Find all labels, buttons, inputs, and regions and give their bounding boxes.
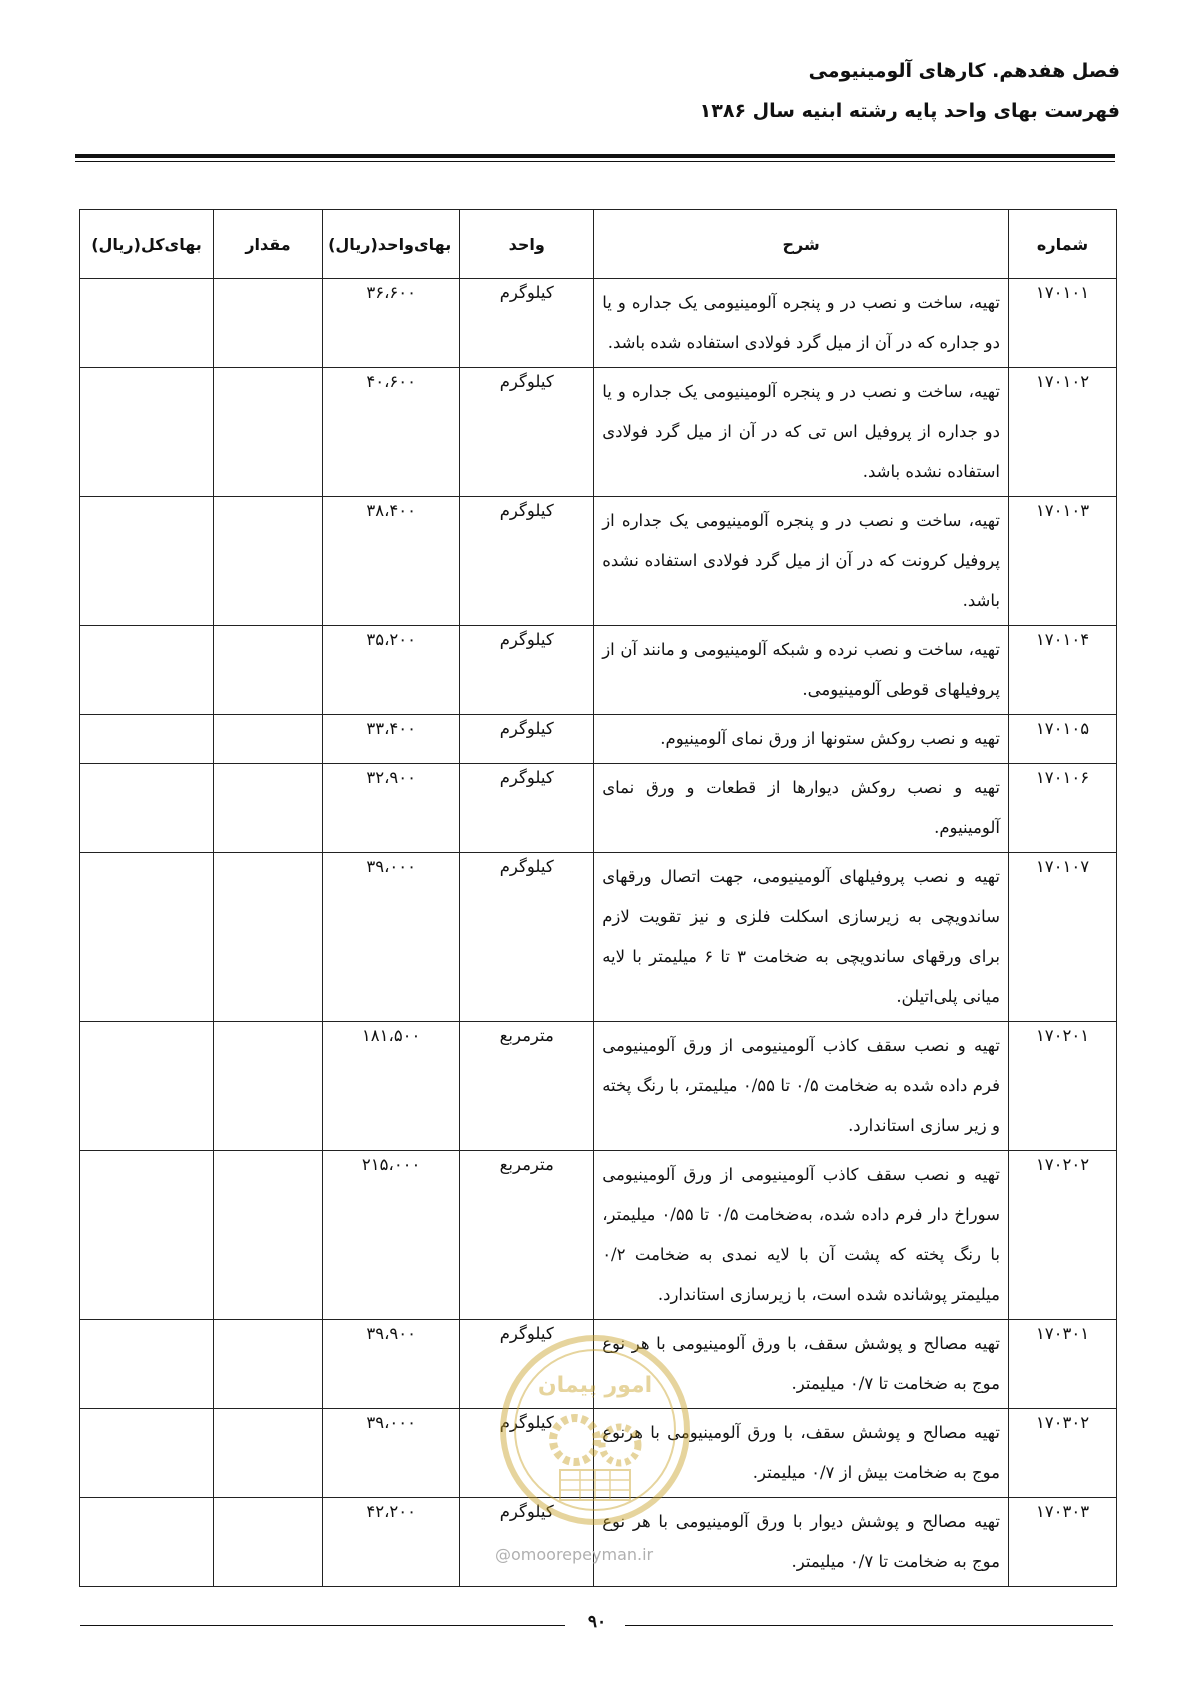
item-total	[80, 853, 214, 1022]
item-unit: کیلوگرم	[460, 1409, 594, 1498]
item-number: ۱۷۰۱۰۴	[1008, 626, 1116, 715]
table-row	[80, 497, 1117, 626]
item-quantity	[213, 1409, 322, 1498]
col-header-number: شماره	[1008, 210, 1116, 279]
item-total	[80, 715, 214, 764]
item-unit: کیلوگرم	[460, 497, 594, 626]
item-unit-price: ۳۲،۹۰۰	[323, 764, 460, 853]
item-description: تهیه و نصب روکش ستونها از ورق نمای آلومینیوم.	[594, 715, 1009, 764]
item-unit-price: ۴۲،۲۰۰	[323, 1498, 460, 1587]
item-unit-price: ۳۵،۲۰۰	[323, 626, 460, 715]
item-unit: کیلوگرم	[460, 626, 594, 715]
item-description: تهیه و نصب روکش دیوارها از قطعات و ورق نمای آلومینیوم.	[594, 764, 1009, 853]
table-row	[80, 1151, 1117, 1320]
item-number: ۱۷۰۲۰۲	[1008, 1151, 1116, 1320]
item-quantity	[213, 715, 322, 764]
watermark-url: @omoorepeyman.ir	[495, 1545, 654, 1564]
price-list-table	[79, 209, 1117, 1587]
item-unit-price: ۳۹،۰۰۰	[323, 853, 460, 1022]
item-description: تهیه، ساخت و نصب در و پنجره آلومینیومی یک جداره از پروفیل کرونت که در آن از میل گرد فولادی استفاده نشده باشد.	[594, 497, 1009, 626]
item-description: تهیه و نصب سقف کاذب آلومینیومی از ورق آلومینیومی فرم داده شده به ضخامت ۰/۵ تا ۰/۵۵ میلیمتر، با رنگ پخته و زیر سازی استاندارد.	[594, 1022, 1009, 1151]
col-header-unit: واحد	[460, 210, 594, 279]
page-number: ۹۰	[587, 1612, 607, 1632]
item-description: تهیه، ساخت و نصب در و پنجره آلومینیومی یک جداره و یا دو جداره که در آن از میل گرد فولادی استفاده شده باشد.	[594, 279, 1009, 368]
item-quantity	[213, 368, 322, 497]
item-number: ۱۷۰۳۰۱	[1008, 1320, 1116, 1409]
col-header-total-price: بهای‌کل(ریال)	[80, 210, 214, 279]
item-unit: کیلوگرم	[460, 368, 594, 497]
item-number: ۱۷۰۱۰۳	[1008, 497, 1116, 626]
item-quantity	[213, 1498, 322, 1587]
header-rule-thick	[75, 154, 1115, 158]
item-total	[80, 764, 214, 853]
item-number: ۱۷۰۳۰۲	[1008, 1409, 1116, 1498]
item-number: ۱۷۰۱۰۵	[1008, 715, 1116, 764]
item-total	[80, 279, 214, 368]
col-header-quantity: مقدار	[213, 210, 322, 279]
document-subtitle: فهرست بهای واحد پایه رشته ابنیه سال ۱۳۸۶	[699, 100, 1120, 122]
item-unit: کیلوگرم	[460, 279, 594, 368]
item-unit: مترمربع	[460, 1151, 594, 1320]
table-row	[80, 1022, 1117, 1151]
item-total	[80, 1022, 214, 1151]
item-unit-price: ۳۸،۴۰۰	[323, 497, 460, 626]
item-unit-price: ۳۹،۹۰۰	[323, 1320, 460, 1409]
table-row	[80, 1409, 1117, 1498]
item-total	[80, 1151, 214, 1320]
table-row	[80, 1498, 1117, 1587]
table-row	[80, 764, 1117, 853]
item-number: ۱۷۰۱۰۲	[1008, 368, 1116, 497]
chapter-title: فصل هفدهم. کارهای آلومینیومی	[808, 60, 1120, 82]
table-row	[80, 368, 1117, 497]
footer-rule-left	[80, 1625, 565, 1626]
item-unit: کیلوگرم	[460, 764, 594, 853]
item-total	[80, 497, 214, 626]
item-quantity	[213, 279, 322, 368]
item-description: تهیه و نصب سقف کاذب آلومینیومی از ورق آلومینیومی سوراخ دار فرم داده شده، به‌ضخامت ۰/۵ تا ۰/۵۵ میلیمتر، با رنگ پخته که پشت آن با لایه نمدی به ضخامت ۰/۲ میلیمتر پوشانده شده است، با زیرسازی استاندارد.	[594, 1151, 1009, 1320]
table-row	[80, 1320, 1117, 1409]
col-header-description: شرح	[594, 210, 1009, 279]
item-unit-price: ۳۹،۰۰۰	[323, 1409, 460, 1498]
item-quantity	[213, 1320, 322, 1409]
footer-rule-right	[625, 1625, 1113, 1626]
item-unit-price: ۱۸۱،۵۰۰	[323, 1022, 460, 1151]
item-unit: کیلوگرم	[460, 1498, 594, 1587]
item-description: تهیه مصالح و پوشش سقف، با ورق آلومینیومی با هر نوع موج به ضخامت تا ۰/۷ میلیمتر.	[594, 1320, 1009, 1409]
item-number: ۱۷۰۲۰۱	[1008, 1022, 1116, 1151]
item-total	[80, 626, 214, 715]
table-row	[80, 279, 1117, 368]
table-row	[80, 715, 1117, 764]
item-number: ۱۷۰۱۰۶	[1008, 764, 1116, 853]
item-number: ۱۷۰۱۰۷	[1008, 853, 1116, 1022]
item-description: تهیه مصالح و پوشش سقف، با ورق آلومینیومی با هرنوع موج به ضخامت بیش از ۰/۷ میلیمتر.	[594, 1409, 1009, 1498]
item-total	[80, 1320, 214, 1409]
item-unit-price: ۴۰،۶۰۰	[323, 368, 460, 497]
page-header	[70, 60, 1120, 122]
item-unit: کیلوگرم	[460, 1320, 594, 1409]
item-unit: مترمربع	[460, 1022, 594, 1151]
item-quantity	[213, 1151, 322, 1320]
table-row	[80, 626, 1117, 715]
item-quantity	[213, 1022, 322, 1151]
item-quantity	[213, 626, 322, 715]
item-total	[80, 368, 214, 497]
item-unit-price: ۳۶،۶۰۰	[323, 279, 460, 368]
item-description: تهیه، ساخت و نصب نرده و شبکه آلومینیومی و مانند آن از پروفیلهای قوطی آلومینیومی.	[594, 626, 1009, 715]
item-unit: کیلوگرم	[460, 715, 594, 764]
item-number: ۱۷۰۱۰۱	[1008, 279, 1116, 368]
watermark-text: امور پیمان	[537, 1373, 653, 1398]
item-quantity	[213, 853, 322, 1022]
item-total	[80, 1498, 214, 1587]
item-number: ۱۷۰۳۰۳	[1008, 1498, 1116, 1587]
table-row	[80, 853, 1117, 1022]
col-header-unit-price: بهای‌واحد(ریال)	[323, 210, 460, 279]
item-total	[80, 1409, 214, 1498]
item-description: تهیه، ساخت و نصب در و پنجره آلومینیومی یک جداره و یا دو جداره از پروفیل اس تی که در آن از میل گرد فولادی استفاده نشده باشد.	[594, 368, 1009, 497]
item-quantity	[213, 497, 322, 626]
item-description: تهیه و نصب پروفیلهای آلومینیومی، جهت اتصال ورقهای ساندویچی به زیرسازی اسکلت فلزی و نیز تقویت لازم برای ورقهای ساندویچی به ضخامت ۳ تا ۶ میلیمتر با لایه میانی پلی‌اتیلن.	[594, 853, 1009, 1022]
table-header-row	[80, 210, 1117, 279]
item-quantity	[213, 764, 322, 853]
item-description: تهیه مصالح و پوشش دیوار با ورق آلومینیومی با هر نوع موج به ضخامت تا ۰/۷ میلیمتر.	[594, 1498, 1009, 1587]
item-unit: کیلوگرم	[460, 853, 594, 1022]
header-rule-thin	[75, 161, 1115, 162]
item-unit-price: ۳۳،۴۰۰	[323, 715, 460, 764]
item-unit-price: ۲۱۵،۰۰۰	[323, 1151, 460, 1320]
